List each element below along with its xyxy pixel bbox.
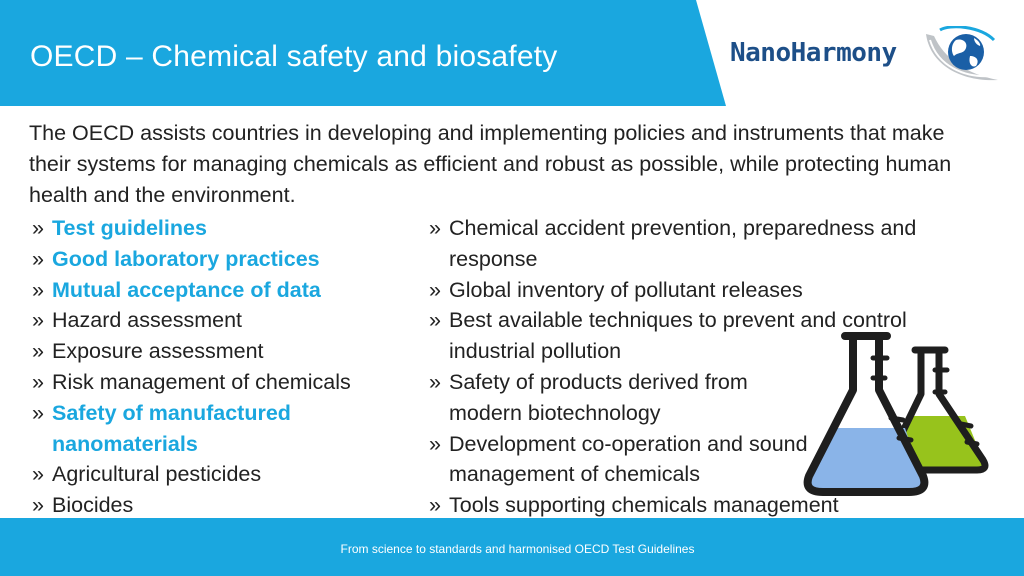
list-item: » Good laboratory practices	[30, 244, 410, 275]
footer-text: From science to standards and harmonised OECD Test Guidelines	[340, 542, 695, 556]
list-item: » Biocides	[30, 490, 410, 521]
left-topic-list	[30, 213, 410, 521]
intro-paragraph: The OECD assists countries in developing and implementing policies and instruments that make their systems for managing chemicals as efficient and robust as possible, while protecting human health and the environment.	[29, 121, 952, 207]
lab-flasks-icon	[795, 330, 995, 500]
list-item: » Exposure assessment	[30, 336, 410, 367]
list-item: » Risk management of chemicals	[30, 367, 410, 398]
list-item: » Safety of products derived from modern biotechnology	[427, 367, 799, 429]
list-item: » Chemical accident prevention, preparedness and response	[427, 213, 987, 275]
list-item: » Best available techniques to prevent and control industrial pollution	[427, 305, 987, 367]
globe-swoosh-icon	[920, 26, 1002, 88]
logo-text: NanoHarmony	[730, 38, 897, 68]
list-item: » Tools supporting chemicals management	[427, 490, 987, 521]
list-item: » Test guidelines	[30, 213, 410, 244]
slide-title: OECD – Chemical safety and biosafety	[30, 40, 558, 73]
list-item: » Development co-operation and sound management of chemicals	[427, 429, 819, 491]
list-item: » Agricultural pesticides	[30, 459, 410, 490]
list-item: » Safety of manufactured nanomaterials	[30, 398, 322, 460]
nanoharmony-logo	[730, 28, 1010, 88]
list-item: » Hazard assessment	[30, 305, 410, 336]
list-item: » Mutual acceptance of data	[30, 275, 410, 306]
list-item: » Global inventory of pollutant releases	[427, 275, 987, 306]
footer-band	[0, 518, 1024, 576]
